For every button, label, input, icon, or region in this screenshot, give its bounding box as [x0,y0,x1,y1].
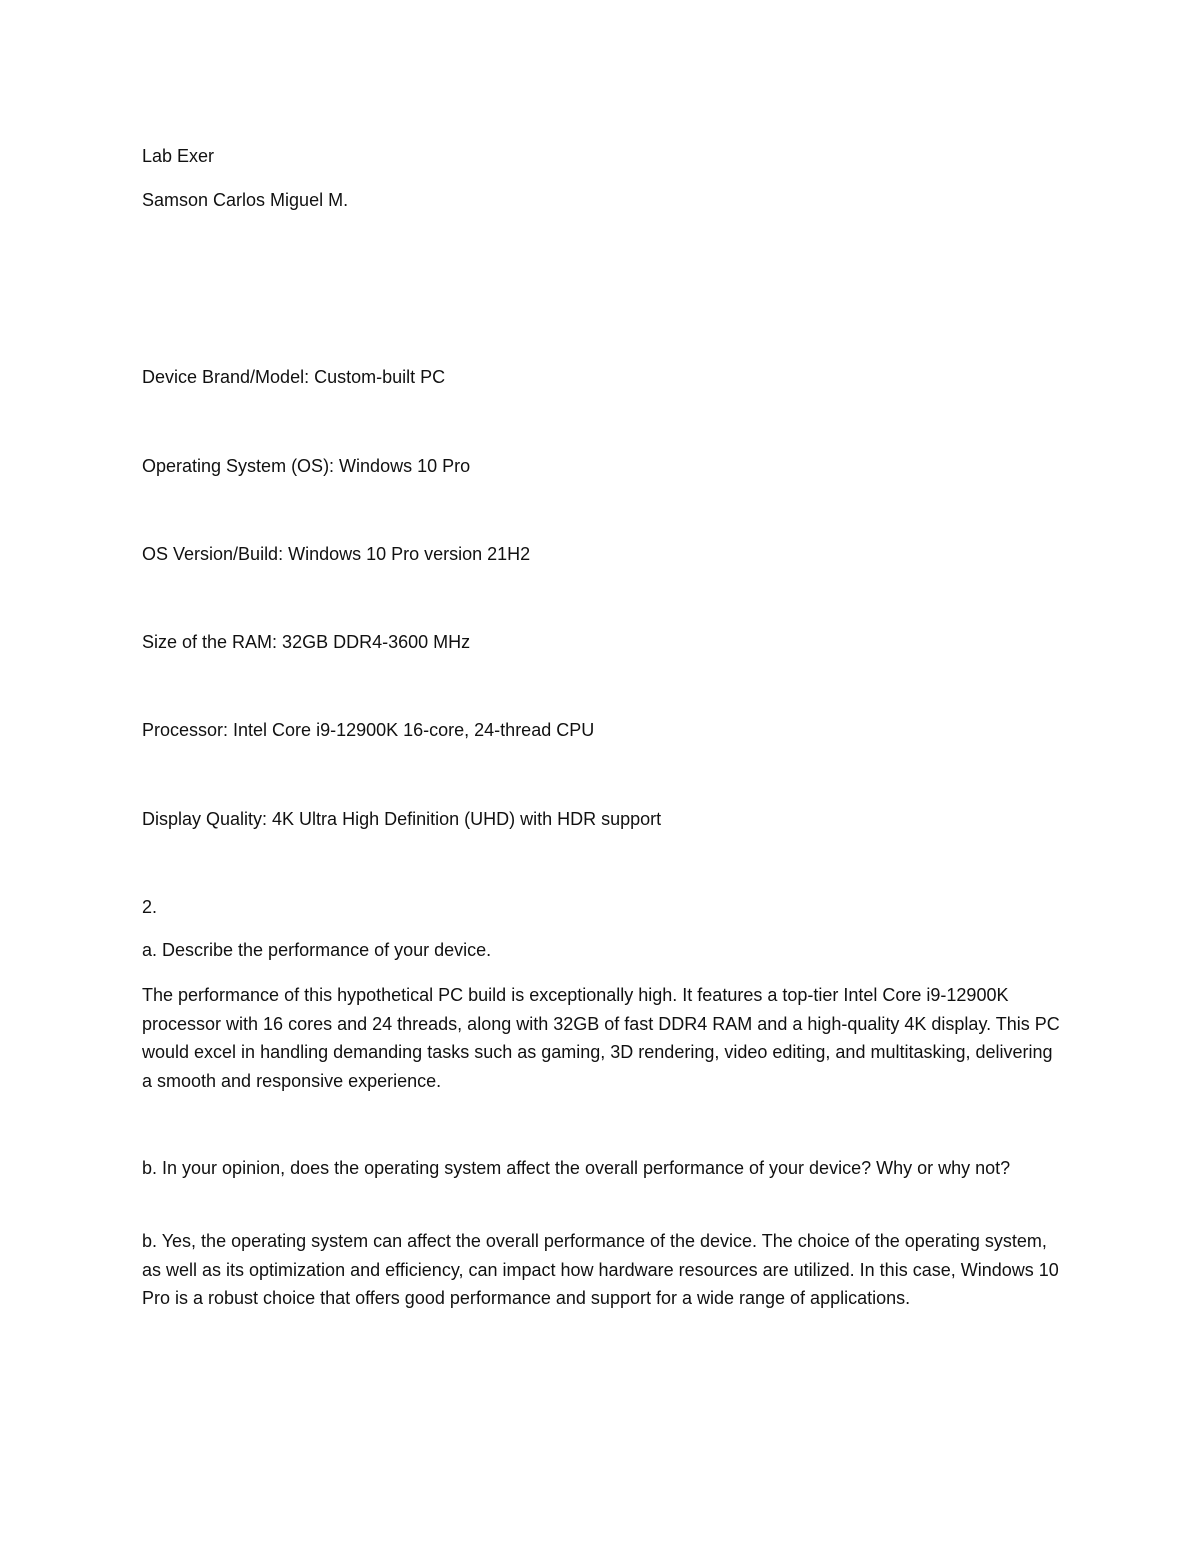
section-number: 2. [142,897,158,917]
spec-ram-size: Size of the RAM: 32GB DDR4-3600 MHz [142,632,471,652]
document-title: Lab Exer [142,146,215,166]
spec-os-version: OS Version/Build: Windows 10 Pro version 21H2 [142,544,531,564]
spec-device-model: Device Brand/Model: Custom-built PC [142,367,446,387]
spec-processor: Processor: Intel Core i9-12900K 16-core, 24-thread CPU [142,720,595,740]
spec-display-quality: Display Quality: 4K Ultra High Definition (UHD) with HDR support [142,809,662,829]
answer-a: The performance of this hypothetical PC build is exceptionally high. It features a top-tier Intel Core i9-12900K processor with 16 cores and 24 threads, along with 32GB of fast DDR4 RAM and a high-quality 4K display. This PC would excel in handling demanding tasks such as gaming, 3D rendering, video editing, and multitasking, delivering a smooth and responsive experience. [142,985,1060,1091]
author-name: Samson Carlos Miguel M. [142,190,349,210]
question-a: a. Describe the performance of your device. [142,940,492,960]
spec-operating-system: Operating System (OS): Windows 10 Pro [142,456,471,476]
question-b: b. In your opinion, does the operating system affect the overall performance of your device? Why or why not? [142,1158,1011,1178]
answer-b: b. Yes, the operating system can affect the overall performance of the device. The choice of the operating system, as well as its optimization and efficiency, can impact how hardware resources are utilized. In this case, Windows 10 Pro is a robust choice that offers good performance and support for a wide range of applications. [142,1231,1059,1308]
